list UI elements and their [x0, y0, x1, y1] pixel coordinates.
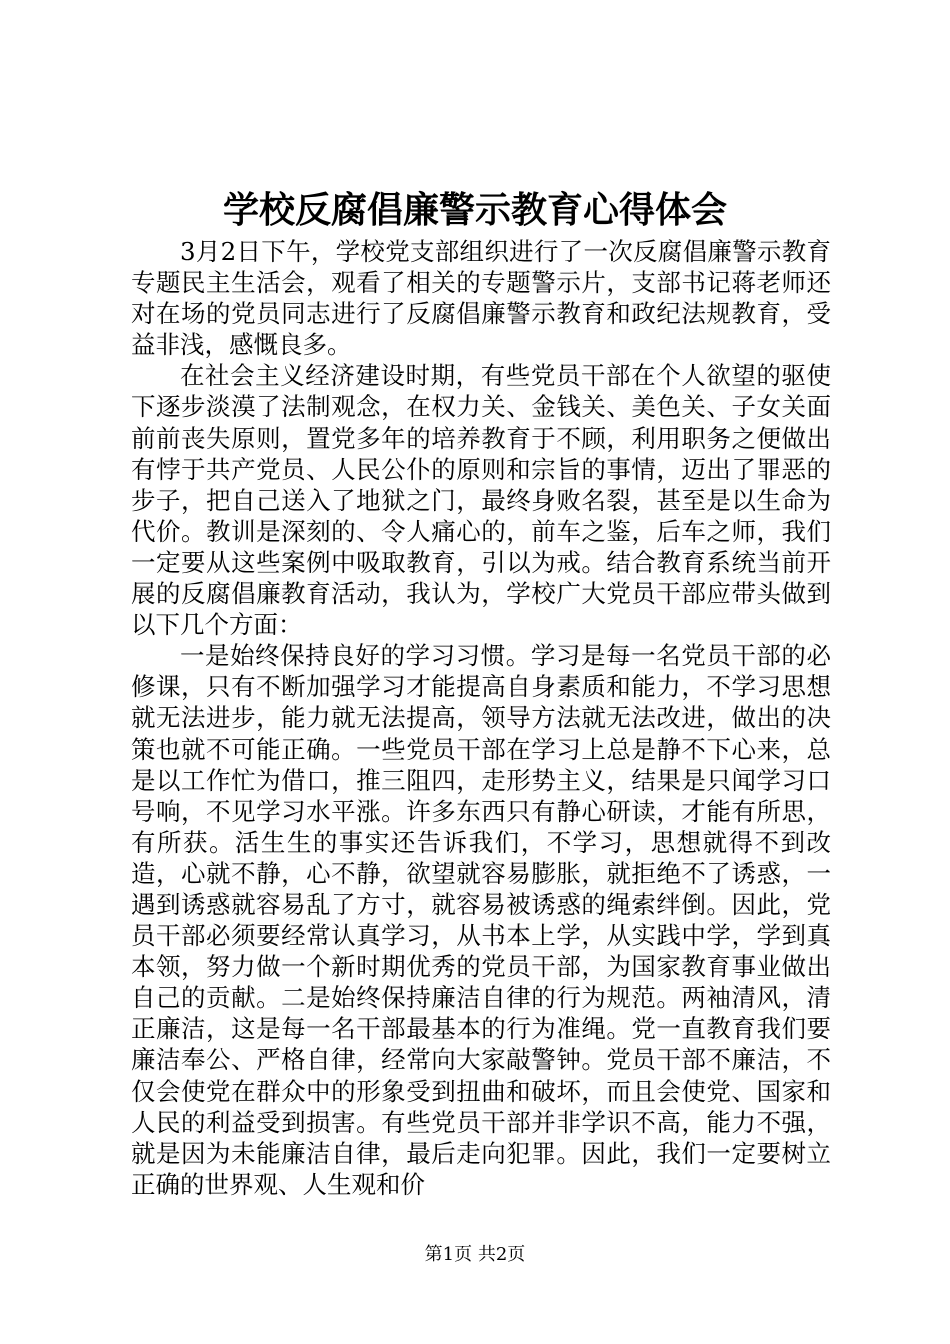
- document-title: 学校反腐倡廉警示教育心得体会: [222, 189, 727, 231]
- paragraph-2: 在社会主义经济建设时期，有些党员干部在个人欲望的驱使下逐步淡漠了法制观念，在权力关、金钱关、美色关、子女关面前前丧失原则，置党多年的培养教育于不顾，利用职务之便做出有悖于共产党员、人民公仆的原则和宗旨的事情，迈出了罪恶的步子，把自己送入了地狱之门，最终身败名裂，甚至是以生命为代价。教训是深刻的、令人痛心的，前车之鉴，后车之师，我们一定要从这些案例中吸取教育，引以为戒。结合教育系统当前开展的反腐倡廉教育活动，我认为，学校广大党员干部应带头做到以下几个方面：: [131, 361, 831, 640]
- page-footer: 第1页 共2页: [424, 1244, 526, 1265]
- paragraph-1: 3月2日下午，学校党支部组织进行了一次反腐倡廉警示教育专题民主生活会，观看了相关的专题警示片，支部书记蒋老师还对在场的党员同志进行了反腐倡廉警示教育和政纪法规教育，受益非浅，感慨良多。: [131, 237, 831, 360]
- paragraph-3: 一是始终保持良好的学习习惯。学习是每一名党员干部的必修课，只有不断加强学习才能提高自身素质和能力，不学习思想就无法进步，能力就无法提高，领导方法就无法改进，做出的决策也就不可能正确。一些党员干部在学习上总是静不下心来，总是以工作忙为借口，推三阻四，走形势主义，结果是只闻学习口号响，不见学习水平涨。许多东西只有静心研读，才能有所思，有所获。活生生的事实还告诉我们，不学习，思想就得不到改造，心就不静，心不静，欲望就容易膨胀，就拒绝不了诱惑，一遇到诱惑就容易乱了方寸，就容易被诱惑的绳索绊倒。因此，党员干部必须要经常认真学习，从书本上学，从实践中学，学到真本领，努力做一个新时期优秀的党员干部，为国家教育事业做出自己的贡献。二是始终保持廉洁自律的行为规范。两袖清风，清正廉洁，这是每一名干部最基本的行为准绳。党一直教育我们要廉洁奉公、严格自律，经常向大家敲警钟。党员干部不廉洁，不仅会使党在群众中的形象受到扭曲和破坏，而且会使党、国家和人民的利益受到损害。有些党员干部并非学识不高，能力不强，就是因为未能廉洁自律，最后走向犯罪。因此，我们一定要树立正确的世界观、人生观和价: [131, 641, 831, 1199]
- document-body: [131, 236, 831, 1200]
